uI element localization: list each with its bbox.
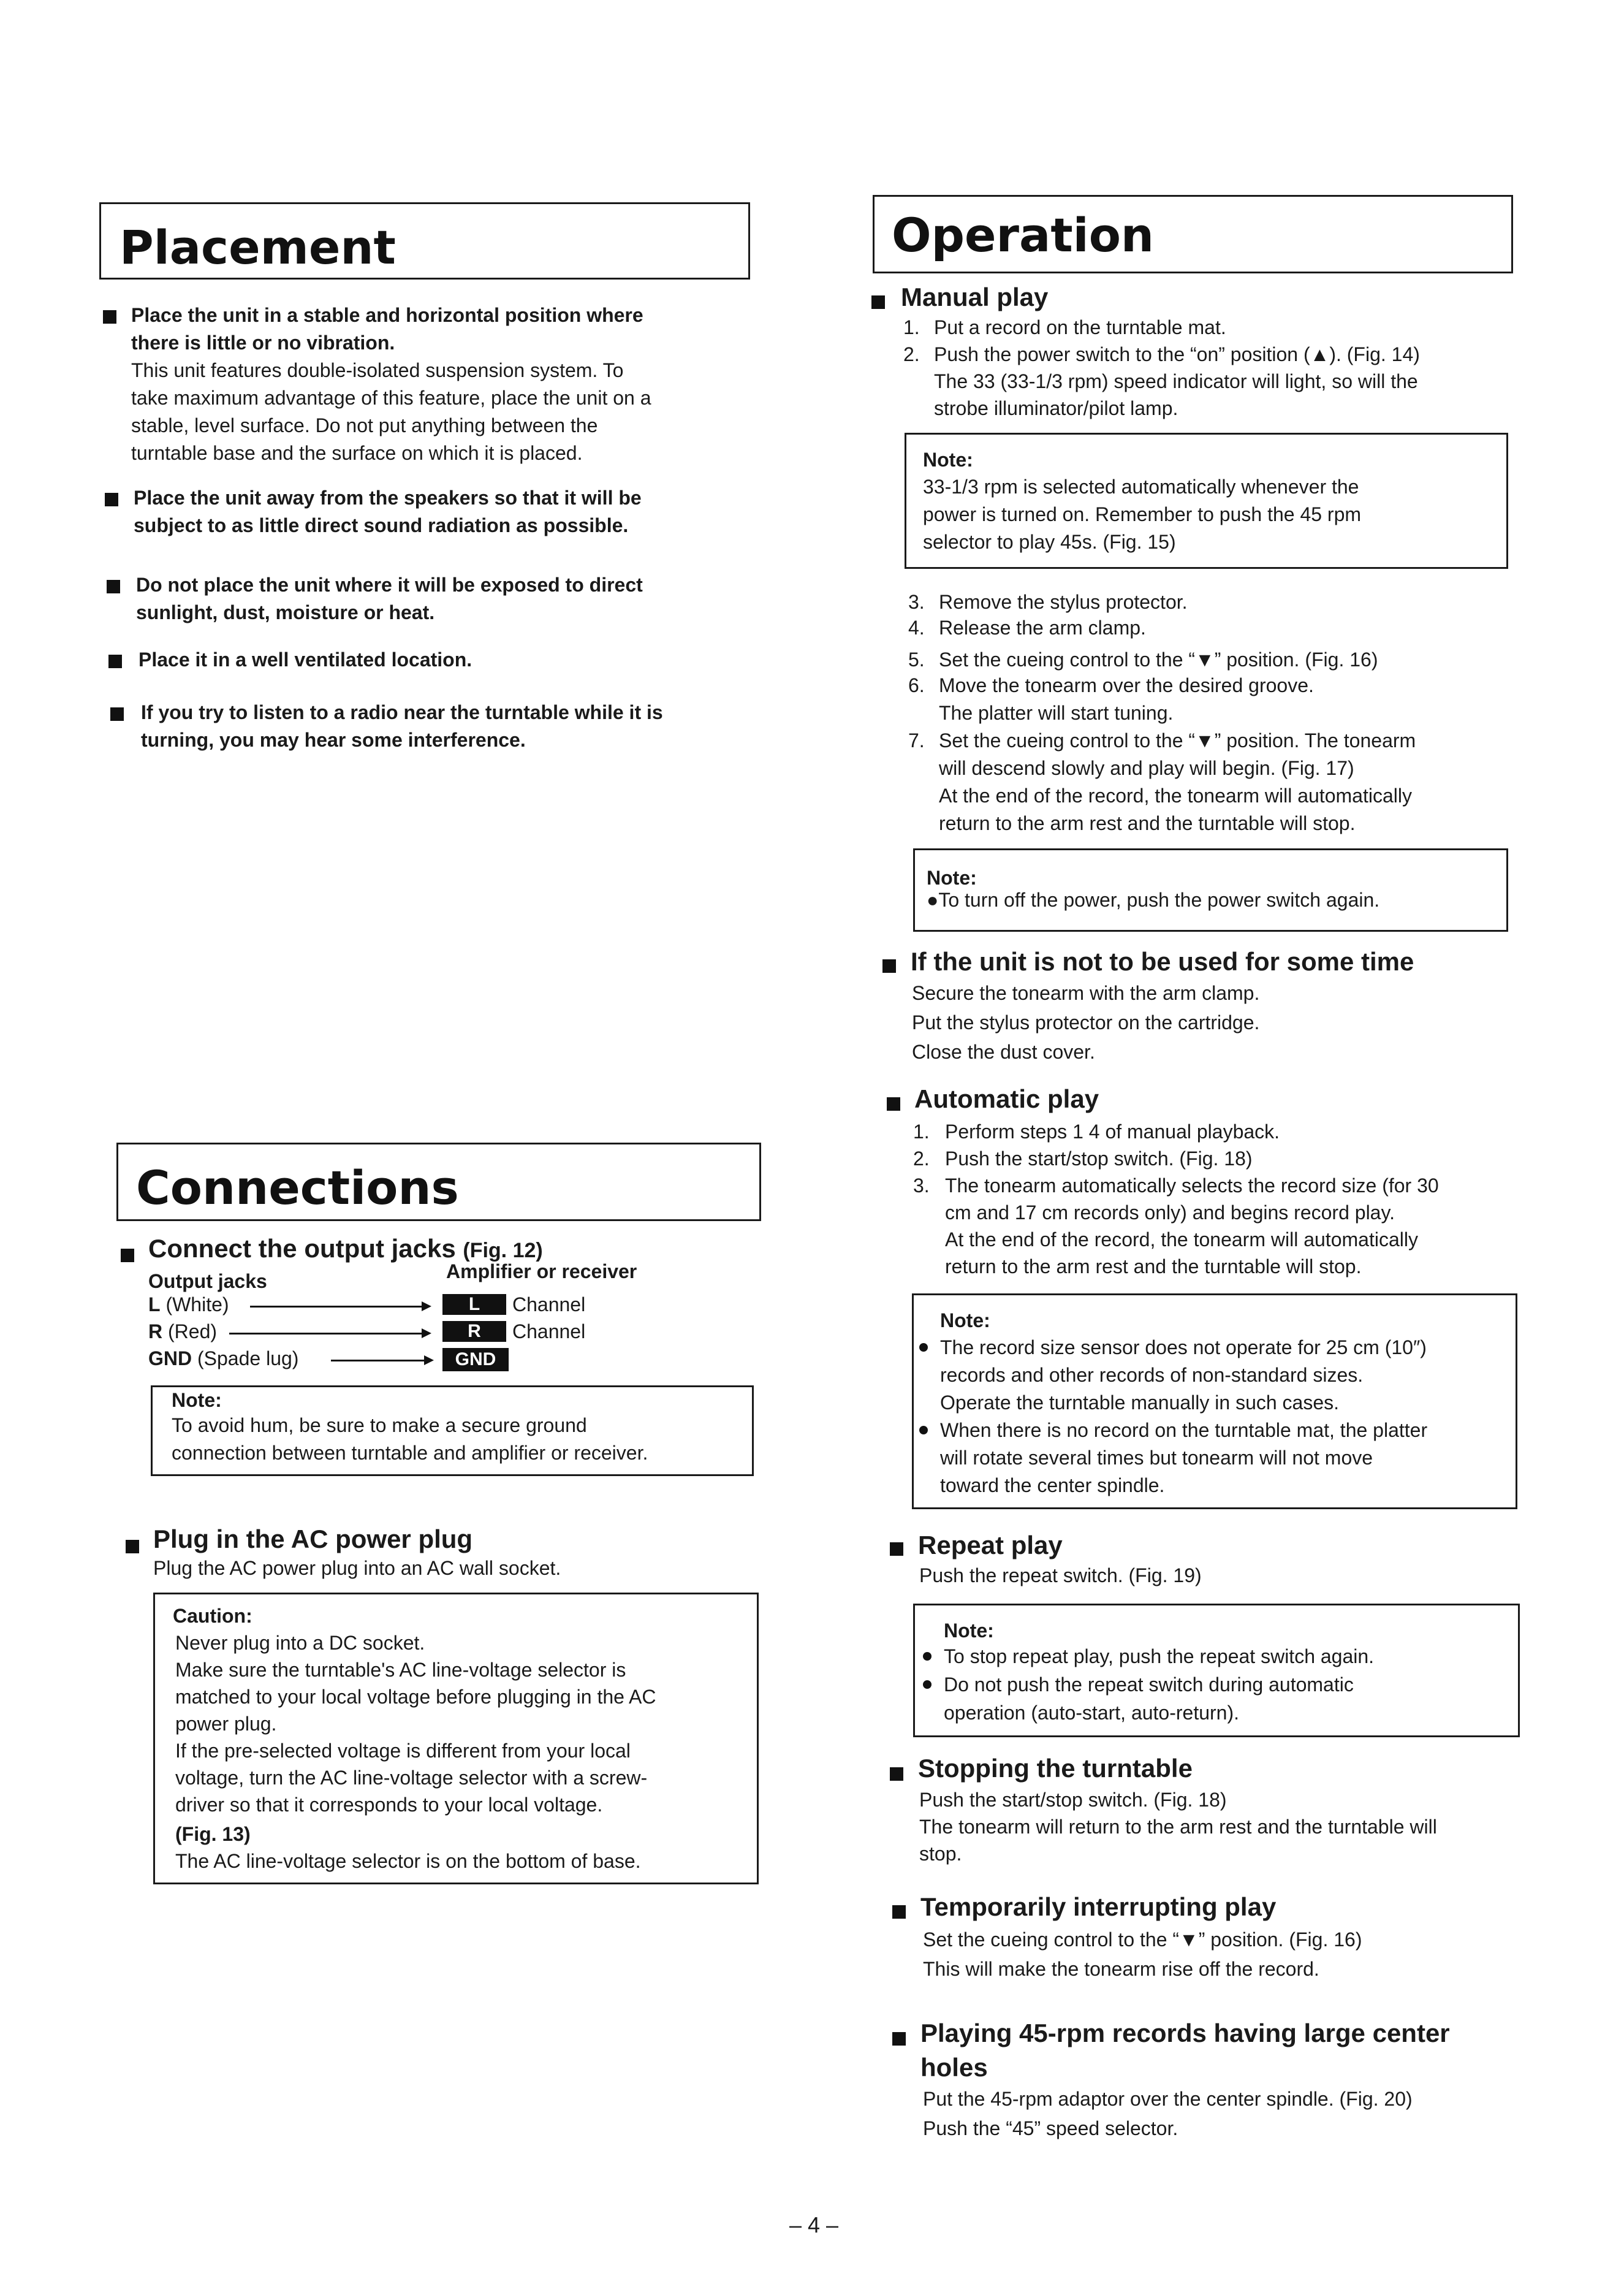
placement-item-bold: Place the unit in a stable and horizontal position where — [131, 304, 643, 326]
placement-item-text: turntable base and the surface on which it is placed. — [131, 442, 583, 464]
unused-line: Secure the tonearm with the arm clamp. — [912, 982, 1260, 1004]
output-note-title: Note: — [172, 1389, 222, 1411]
caution-line: voltage, turn the AC line-voltage selector with a screw- — [175, 1767, 648, 1789]
output-row-arrow — [250, 1306, 429, 1308]
manual-step-line: Release the arm clamp. — [939, 617, 1146, 639]
output-row-desc: (White) — [160, 1293, 229, 1315]
output-row-left — [148, 1291, 229, 1318]
automatic-note-line: toward the center spindle. — [940, 1474, 1165, 1496]
repeat-heading-bullet — [890, 1542, 903, 1556]
caution-line: Never plug into a DC socket. — [175, 1632, 425, 1654]
placement-item-text: stable, level surface. Do not put anything between the — [131, 414, 598, 436]
placement-item-text: take maximum advantage of this feature, place the unit on a — [131, 387, 651, 409]
output-row-channel-tag: L — [442, 1294, 506, 1315]
manual-note1-line: power is turned on. Remember to push the 45 rpm — [923, 503, 1362, 525]
interrupt-heading-bullet — [892, 1905, 906, 1919]
power-heading: Plug in the AC power plug — [153, 1525, 473, 1553]
manual-note1-line: 33-1/3 rpm is selected automatically whenever the — [923, 476, 1359, 498]
output-row-channel-label: Channel — [512, 1320, 586, 1342]
operation-title: Operation — [892, 208, 1155, 262]
manual-step-number: 6. — [908, 674, 925, 696]
caution-title: Caution: — [173, 1605, 252, 1627]
manual-heading: Manual play — [901, 283, 1049, 311]
output-row-arrow — [229, 1333, 429, 1334]
automatic-step-line: Push the start/stop switch. (Fig. 18) — [945, 1148, 1253, 1170]
placement-item-bullet — [105, 493, 118, 506]
stopping-line: The tonearm will return to the arm rest and the turntable will — [919, 1816, 1437, 1838]
placement-item-bullet — [108, 655, 122, 668]
caution-line: driver so that it corresponds to your local voltage. — [175, 1794, 603, 1816]
automatic-note-bullet — [919, 1426, 928, 1434]
repeat-note-title: Note: — [944, 1620, 994, 1642]
placement-item-text: This unit features double-isolated suspension system. To — [131, 359, 624, 381]
placement-item-bold: If you try to listen to a radio near the turntable while it is — [141, 701, 663, 723]
manual-step-number: 1. — [903, 316, 920, 338]
connections-title: Connections — [136, 1160, 459, 1215]
repeat-text: Push the repeat switch. (Fig. 19) — [919, 1564, 1202, 1586]
stopping-heading-bullet — [890, 1767, 903, 1781]
caution-line: matched to your local voltage before plugging in the AC — [175, 1686, 656, 1708]
output-note-line: connection between turntable and amplifier or receiver. — [172, 1442, 648, 1464]
output-row-channel-tag: GND — [442, 1348, 509, 1371]
automatic-step-number: 2. — [913, 1148, 930, 1170]
rpm45-heading-line: holes — [920, 2053, 988, 2082]
caution-line: Make sure the turntable's AC line-voltage selector is — [175, 1659, 626, 1681]
page-number: – 4 – — [789, 2212, 839, 2237]
automatic-note-title: Note: — [940, 1309, 990, 1331]
manual-step-line: Move the tonearm over the desired groove. — [939, 674, 1314, 696]
output-row-letter: GND — [148, 1347, 192, 1369]
output-row-channel-tag: R — [442, 1321, 506, 1342]
stopping-line: Push the start/stop switch. (Fig. 18) — [919, 1789, 1227, 1811]
manual-step-line: At the end of the record, the tonearm will automatically — [939, 785, 1412, 807]
automatic-note-bullet — [919, 1343, 928, 1352]
placement-item-bold: Place it in a well ventilated location. — [138, 649, 472, 671]
automatic-step-line: return to the arm rest and the turntable will stop. — [945, 1255, 1362, 1277]
unused-heading: If the unit is not to be used for some time — [911, 947, 1414, 976]
interrupt-line: Set the cueing control to the “▼” position. (Fig. 16) — [923, 1928, 1362, 1951]
automatic-heading: Automatic play — [914, 1084, 1099, 1113]
manual-step-number: 4. — [908, 617, 925, 639]
unused-heading-bullet — [882, 959, 896, 973]
placement-item-bold: turning, you may hear some interference. — [141, 729, 526, 751]
manual-step-number: 2. — [903, 343, 920, 365]
placement-item-bold: sunlight, dust, moisture or heat. — [136, 601, 435, 623]
placement-item-bold: subject to as little direct sound radiation as possible. — [134, 514, 629, 536]
rpm45-line: Put the 45-rpm adaptor over the center spindle. (Fig. 20) — [923, 2088, 1413, 2110]
output-note-line: To avoid hum, be sure to make a secure ground — [172, 1414, 587, 1436]
manual-note1-title: Note: — [923, 449, 973, 471]
repeat-note-bullet — [923, 1680, 932, 1689]
output-row-desc: (Spade lug) — [192, 1347, 299, 1369]
output-col2-header: Amplifier or receiver — [446, 1260, 637, 1282]
automatic-heading-bullet — [887, 1097, 900, 1111]
automatic-note-line: will rotate several times but tonearm will not move — [940, 1447, 1373, 1469]
repeat-heading: Repeat play — [918, 1531, 1063, 1559]
manual-step-number: 3. — [908, 591, 925, 613]
manual-step-number: 5. — [908, 649, 925, 671]
automatic-step-line: At the end of the record, the tonearm will automatically — [945, 1228, 1418, 1251]
manual-step-line: Remove the stylus protector. — [939, 591, 1188, 613]
caution-line: If the pre-selected voltage is different from your local — [175, 1740, 631, 1762]
unused-line: Put the stylus protector on the cartridge. — [912, 1011, 1260, 1034]
output-row-letter: R — [148, 1320, 163, 1342]
automatic-note-line: Operate the turntable manually in such cases. — [940, 1392, 1340, 1414]
manual-step-number: 7. — [908, 729, 925, 752]
repeat-note-line: Do not push the repeat switch during automatic — [944, 1673, 1354, 1696]
interrupt-line: This will make the tonearm rise off the record. — [923, 1958, 1319, 1980]
manual-step-line: The 33 (33-1/3 rpm) speed indicator will light, so will the — [934, 370, 1418, 392]
manual-note2-line: ●To turn off the power, push the power switch again. — [927, 889, 1380, 911]
output-row-left — [148, 1318, 217, 1345]
placement-item-bullet — [103, 310, 116, 324]
unused-line: Close the dust cover. — [912, 1041, 1095, 1063]
stopping-line: stop. — [919, 1843, 962, 1865]
caution-last-line: The AC line-voltage selector is on the bottom of base. — [175, 1850, 641, 1872]
automatic-note-line: The record size sensor does not operate for 25 cm (10″) — [940, 1336, 1427, 1358]
automatic-step-number: 1. — [913, 1121, 930, 1143]
rpm45-line: Push the “45” speed selector. — [923, 2117, 1178, 2139]
placement-item-bold: there is little or no vibration. — [131, 332, 395, 354]
output-col1-header: Output jacks — [148, 1270, 267, 1292]
manual-step-line: will descend slowly and play will begin. (Fig. 17) — [939, 757, 1354, 779]
placement-item-bold: Place the unit away from the speakers so that it will be — [134, 487, 642, 509]
output-row-arrow — [331, 1360, 431, 1361]
power-heading-bullet — [126, 1540, 139, 1553]
output-heading-bullet — [121, 1249, 134, 1262]
manual-step-line: The platter will start tuning. — [939, 702, 1174, 724]
output-row-channel-label: Channel — [512, 1293, 586, 1315]
placement-item-bullet — [107, 580, 120, 593]
interrupt-heading: Temporarily interrupting play — [920, 1892, 1277, 1921]
repeat-note-line: To stop repeat play, push the repeat switch again. — [944, 1645, 1375, 1667]
manual-step-line: Set the cueing control to the “▼” position. The tonearm — [939, 729, 1416, 752]
manual-heading-bullet — [871, 295, 885, 309]
output-heading-fig: (Fig. 12) — [463, 1239, 543, 1262]
output-row-desc: (Red) — [162, 1320, 218, 1342]
placement-item-bullet — [110, 707, 124, 721]
rpm45-heading-line: Playing 45-rpm records having large center — [920, 2019, 1450, 2047]
manual-step-line: return to the arm rest and the turntable will stop. — [939, 812, 1356, 834]
manual-note2-title: Note: — [927, 867, 977, 889]
manual-step-line: strobe illuminator/pilot lamp. — [934, 397, 1178, 419]
automatic-note-line: records and other records of non-standard sizes. — [940, 1364, 1364, 1386]
automatic-note-line: When there is no record on the turntable mat, the platter — [940, 1419, 1428, 1441]
automatic-step-line: The tonearm automatically selects the record size (for 30 — [945, 1175, 1439, 1197]
stopping-heading: Stopping the turntable — [918, 1754, 1193, 1783]
automatic-step-line: cm and 17 cm records only) and begins record play. — [945, 1201, 1395, 1224]
manual-step-line: Put a record on the turntable mat. — [934, 316, 1226, 338]
power-text: Plug the AC power plug into an AC wall socket. — [153, 1557, 561, 1579]
placement-title: Placement — [120, 220, 396, 275]
output-row-left — [148, 1345, 298, 1372]
manual-step-line: Set the cueing control to the “▼” position. (Fig. 16) — [939, 649, 1378, 671]
manual-step-line: Push the power switch to the “on” position (▲). (Fig. 14) — [934, 343, 1420, 365]
automatic-step-number: 3. — [913, 1175, 930, 1197]
output-heading-text: Connect the output jacks — [148, 1234, 456, 1263]
output-row-letter: L — [148, 1293, 161, 1315]
caution-line: power plug. — [175, 1713, 277, 1735]
automatic-step-line: Perform steps 1 4 of manual playback. — [945, 1121, 1280, 1143]
placement-item-bold: Do not place the unit where it will be exposed to direct — [136, 574, 643, 596]
repeat-note-bullet — [923, 1652, 932, 1661]
caution-fig: (Fig. 13) — [175, 1823, 251, 1845]
repeat-note-line: operation (auto-start, auto-return). — [944, 1702, 1240, 1724]
manual-note1-line: selector to play 45s. (Fig. 15) — [923, 531, 1176, 553]
rpm45-heading-bullet — [892, 2032, 906, 2046]
